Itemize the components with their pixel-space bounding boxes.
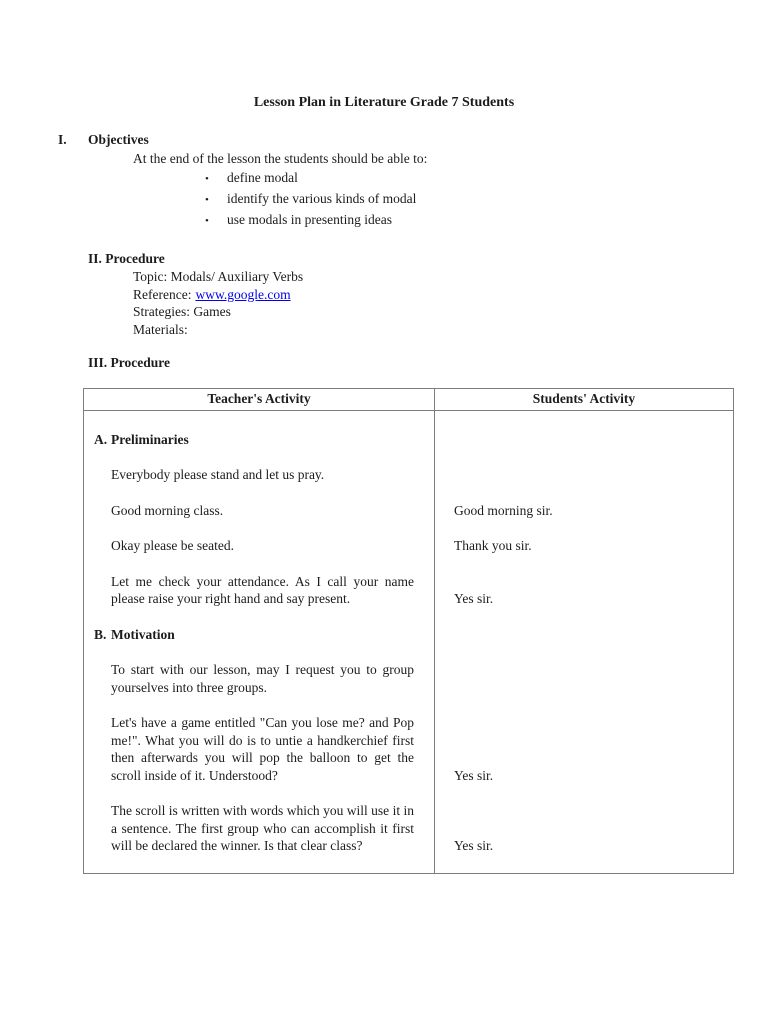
- teacher-activity-text: Let me check your attendance. As I call your name please raise your right hand and say present.: [111, 573, 414, 606]
- bullet-marker: •: [205, 173, 209, 185]
- table-header-teacher: Teacher's Activity: [84, 389, 435, 410]
- reference-label: Reference:: [133, 286, 192, 302]
- student-cell: [435, 661, 733, 714]
- objectives-intro: At the end of the lesson the students should be able to:: [133, 151, 428, 166]
- teacher-activity-text: Let's have a game entitled "Can you lose me? and Pop me!". What you will do is to untie a handkerchief first then afterwards you will pop the balloon to get the scroll inside of it. Understood?: [111, 715, 414, 783]
- student-activity-text: Yes sir.: [454, 767, 494, 783]
- section-letter: B.: [94, 626, 107, 642]
- teacher-activity-text: Everybody please stand and let us pray.: [111, 467, 325, 482]
- table-row: [84, 466, 733, 502]
- reference-link[interactable]: www.google.com: [195, 286, 291, 302]
- section-heading: Objectives: [88, 132, 149, 147]
- bullet-marker: •: [205, 194, 209, 206]
- procedure-heading: II. Procedure: [88, 251, 165, 266]
- table-row: [84, 626, 733, 662]
- student-activity-text: Good morning sir.: [454, 502, 553, 518]
- materials-line: Materials:: [133, 321, 188, 337]
- table-row: [84, 802, 733, 873]
- bullet-marker: •: [205, 215, 209, 227]
- table-row: [84, 661, 733, 714]
- objective-bullet-item: [0, 189, 768, 210]
- section-letter: A.: [94, 431, 108, 447]
- reference-line: [0, 286, 768, 304]
- student-cell: [435, 466, 733, 502]
- procedure3-heading: III. Procedure: [88, 355, 170, 370]
- table-header-row: [84, 389, 733, 411]
- student-cell: [435, 626, 733, 662]
- activity-table: [83, 388, 734, 874]
- teacher-activity-text: The scroll is written with words which you will use it in a sentence. The first group who can accomplish it first will be declared the winner. Is that clear class?: [111, 803, 414, 853]
- procedure-section: [0, 250, 768, 338]
- student-cell: [435, 411, 733, 467]
- objective-bullet-item: [0, 210, 768, 231]
- teacher-activity-text: To start with our lesson, may I request you to group yourselves into three groups.: [111, 662, 414, 695]
- table-row: [84, 502, 733, 538]
- table-row: [84, 411, 733, 467]
- objective-text: define modal: [227, 170, 298, 185]
- objective-text: use modals in presenting ideas: [227, 212, 392, 227]
- student-activity-text: Thank you sir.: [454, 538, 532, 553]
- objective-bullet-item: [0, 168, 768, 189]
- student-activity-text: Yes sir.: [454, 838, 494, 853]
- document-title: Lesson Plan in Literature Grade 7 Students: [253, 95, 515, 110]
- student-cell: [435, 714, 733, 802]
- teacher-section-heading: [84, 626, 435, 662]
- teacher-activity-text: Okay please be seated.: [111, 538, 234, 553]
- teacher-section-heading: [84, 411, 435, 467]
- strategies-line: Strategies: Games: [133, 304, 231, 319]
- objective-text: identify the various kinds of modal: [227, 191, 417, 206]
- table-row: [84, 573, 733, 626]
- teacher-activity-text: Good morning class.: [111, 502, 224, 518]
- section-title: Motivation: [111, 626, 175, 642]
- topic-line: Topic: Modals/ Auxiliary Verbs: [133, 269, 304, 284]
- table-row: [84, 537, 733, 573]
- section-numeral: I.: [58, 132, 67, 147]
- student-cell: [435, 537, 733, 573]
- table-header-students: Students' Activity: [532, 391, 636, 406]
- table-row: [84, 714, 733, 802]
- student-activity-text: Yes sir.: [454, 591, 494, 606]
- student-cell: [435, 802, 733, 873]
- section-title: Preliminaries: [111, 431, 189, 447]
- objectives-section: [0, 131, 768, 231]
- student-cell: [435, 502, 733, 538]
- student-cell: [435, 573, 733, 626]
- objectives-heading-row: [0, 131, 768, 149]
